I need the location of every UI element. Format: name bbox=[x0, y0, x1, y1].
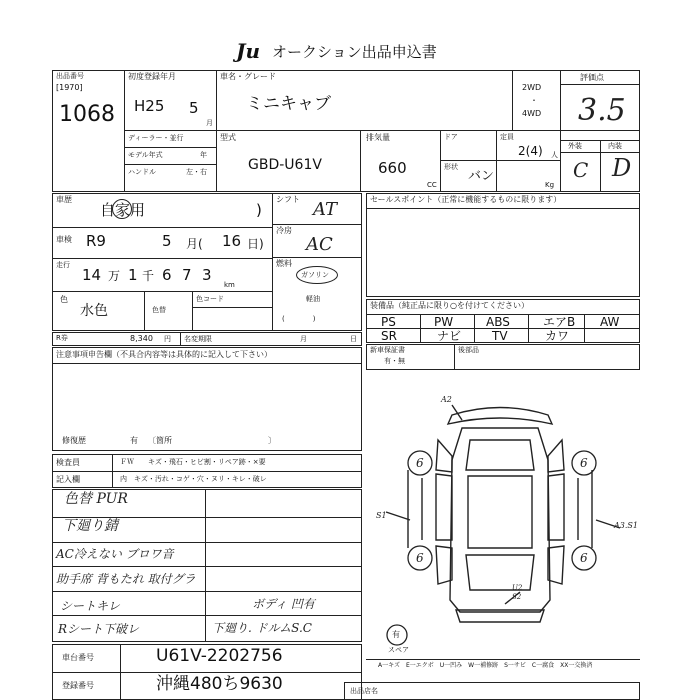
notes-label: 注意事項申告欄（不具合内容等は具体的に記入して下さい） bbox=[56, 350, 272, 359]
drive-dot: ・ bbox=[530, 96, 538, 105]
inspection-month-unit: 月( bbox=[186, 237, 203, 251]
ju-logo: Ju bbox=[236, 39, 261, 63]
reg-label: 初度登録年月 bbox=[128, 72, 176, 81]
usage-value: 自家用 bbox=[100, 201, 146, 219]
inspection-era: R9 bbox=[86, 232, 106, 250]
capacity-value: 2(4) bbox=[518, 144, 543, 158]
model-year-unit: 年 bbox=[200, 151, 207, 159]
score-ext-label: 外装 bbox=[568, 142, 582, 150]
ac-label: 冷房 bbox=[276, 226, 292, 235]
fuel-diesel: 軽油 bbox=[306, 295, 320, 303]
hw-right2: 下廻り. ドルムS.C bbox=[212, 621, 312, 635]
mileage-d4: 7 bbox=[182, 266, 192, 284]
warranty-frame bbox=[366, 344, 640, 370]
equip-leather: カワ bbox=[545, 329, 570, 343]
score-label: 評価点 bbox=[580, 73, 604, 82]
equip-sr: SR bbox=[381, 329, 397, 343]
transfer-label: 名変期限 bbox=[184, 335, 212, 343]
equip-tv: TV bbox=[492, 329, 508, 343]
equip-airbag: エアB bbox=[543, 315, 576, 329]
shift-label: シフト bbox=[276, 195, 300, 204]
equip-abs: ABS bbox=[486, 315, 510, 329]
spare-value: 有 bbox=[392, 630, 400, 639]
score-value: 3.5 bbox=[578, 93, 626, 128]
usage-circle bbox=[112, 199, 132, 219]
mileage-u1: 万 bbox=[108, 269, 121, 283]
fuel-gasoline: ガソリン bbox=[301, 271, 329, 279]
color-code-label: 色コード bbox=[196, 295, 224, 303]
legend: A一キズ E一エクボ U一凹み W一補修跡 S一サビ C一腐食 XX一交換済 bbox=[378, 662, 593, 669]
footer-frame bbox=[344, 682, 640, 700]
shift-value: AT bbox=[313, 199, 338, 220]
lot-label: 出品番号 bbox=[56, 72, 84, 80]
hw-line3: AC冷えない ブロワ音 bbox=[56, 547, 174, 561]
mileage-d5: 3 bbox=[202, 266, 212, 284]
hw-line1: 色替 PUR bbox=[64, 491, 128, 507]
form-title: オークション出品申込書 bbox=[272, 43, 437, 61]
hw-line2: 下廻り錆 bbox=[62, 518, 118, 534]
tire-fr: 6 bbox=[580, 456, 588, 470]
record-items: 内 キズ・汚れ・コゲ・穴・ヌリ・キレ・破レ bbox=[120, 475, 267, 483]
score-int: D bbox=[612, 154, 632, 182]
mileage-unit: km bbox=[224, 281, 235, 289]
transfer-day: 日 bbox=[350, 335, 357, 343]
mileage-d1: 14 bbox=[82, 266, 102, 284]
diag-right: A3.S1 bbox=[614, 521, 638, 530]
model-label: 車名・グレード bbox=[220, 72, 276, 81]
equip-pw: PW bbox=[434, 315, 454, 329]
tire-rl: 6 bbox=[416, 551, 424, 565]
inspection-label: 車検 bbox=[56, 235, 72, 244]
hw-right1: ボディ 凹有 bbox=[252, 597, 315, 611]
inspection-day: 16 bbox=[222, 232, 242, 250]
footer-text: 出品店名 bbox=[350, 687, 378, 695]
model-name: ミニキャブ bbox=[246, 94, 331, 114]
capacity-unit: 人 bbox=[551, 151, 558, 159]
repair-label: 修復歴 bbox=[62, 436, 86, 445]
color-change-label: 色替 bbox=[152, 306, 166, 314]
diag-u2: U2 bbox=[512, 584, 523, 592]
recycle-value: 8,340 bbox=[130, 334, 153, 343]
warranty-label: 新車保証書 bbox=[370, 346, 405, 354]
displacement-unit: CC bbox=[427, 181, 437, 189]
recycle-unit: 円 bbox=[164, 335, 171, 343]
warranty-options: 有・無 bbox=[384, 357, 405, 365]
mileage-label: 走行 bbox=[56, 261, 70, 269]
inspection-month: 5 bbox=[162, 232, 172, 250]
transfer-month: 月 bbox=[300, 335, 307, 343]
hw-line6: Rシート下破レ bbox=[58, 622, 140, 636]
fuel-label: 燃料 bbox=[276, 259, 292, 268]
reg-era: H25 bbox=[134, 97, 165, 115]
recycle-label: R券 bbox=[56, 334, 68, 342]
shape-value: バン bbox=[468, 169, 495, 184]
spare-label: スペア bbox=[388, 646, 409, 654]
lot-number: 1068 bbox=[59, 102, 115, 127]
equipment-label: 装備品（純正品に限り○を付けてください） bbox=[370, 301, 529, 310]
plate-value: 沖縄480ち9630 bbox=[156, 674, 283, 694]
score-ext: C bbox=[573, 158, 589, 182]
record-label: 記入欄 bbox=[56, 475, 80, 484]
kg-unit: Kg bbox=[545, 181, 555, 189]
inspector-items: ＦＷ キズ・飛石・ヒビ割・リペア跡・×要 bbox=[120, 458, 266, 466]
diag-s2: S2 bbox=[512, 593, 522, 601]
dealer-label: ディーラー・並行 bbox=[128, 134, 184, 142]
ac-value: AC bbox=[306, 234, 333, 255]
tire-rr: 6 bbox=[580, 551, 588, 565]
hw-line4: 助手席 背もたれ 取付グラ bbox=[56, 572, 196, 586]
score-int-label: 内装 bbox=[608, 142, 622, 150]
mileage-d3: 6 bbox=[162, 266, 172, 284]
equip-navi: ナビ bbox=[437, 329, 462, 343]
door-label: ドア bbox=[444, 133, 458, 141]
chassis-label: 車台番号 bbox=[62, 653, 94, 662]
type-label: 型式 bbox=[220, 133, 236, 142]
repair-value: 有 bbox=[130, 436, 138, 445]
chassis-value: U61V-2202756 bbox=[156, 646, 283, 666]
fuel-circle bbox=[296, 266, 338, 284]
model-year-label: モデル年式 bbox=[128, 151, 163, 159]
displacement-label: 排気量 bbox=[366, 133, 390, 142]
inspector-label: 検査員 bbox=[56, 458, 80, 467]
drive-2wd: 2WD bbox=[522, 83, 542, 92]
diag-s1: S1 bbox=[376, 511, 387, 520]
shape-label: 形状 bbox=[444, 163, 458, 171]
sales-label: セールスポイント（正常に機能するものに限ります） bbox=[370, 195, 562, 204]
tire-fl: 6 bbox=[416, 456, 424, 470]
mileage-u2: 千 bbox=[142, 269, 155, 283]
type-value: GBD-U61V bbox=[248, 157, 322, 173]
plate-label: 登録番号 bbox=[62, 681, 94, 690]
displacement-value: 660 bbox=[378, 159, 407, 177]
color-value: 水色 bbox=[80, 303, 108, 319]
handle-value: 左・右 bbox=[186, 168, 207, 176]
reg-month: 5 bbox=[189, 99, 199, 117]
fuel-paren: ( ) bbox=[282, 315, 316, 323]
hw-line5: シートキレ bbox=[60, 599, 120, 613]
inspection-day-unit: 日) bbox=[247, 237, 264, 251]
drive-4wd: 4WD bbox=[522, 109, 542, 118]
diag-a2: A2 bbox=[441, 395, 452, 404]
reg-month-unit: 月 bbox=[206, 119, 213, 127]
handle-label: ハンドル bbox=[128, 168, 156, 176]
equip-aw: AW bbox=[600, 315, 620, 329]
mileage-d2: 1 bbox=[128, 266, 138, 284]
usage-label: 車歴 bbox=[56, 195, 72, 204]
warranty-after-label: 後部品 bbox=[458, 346, 479, 354]
color-label: 色 bbox=[60, 295, 68, 304]
lot-sub: [1970] bbox=[56, 83, 83, 92]
repair-bracket: 〔箇所 〕 bbox=[148, 436, 276, 445]
usage-close: ) bbox=[256, 201, 262, 219]
capacity-label: 定員 bbox=[500, 133, 514, 141]
equip-ps: PS bbox=[381, 315, 396, 329]
